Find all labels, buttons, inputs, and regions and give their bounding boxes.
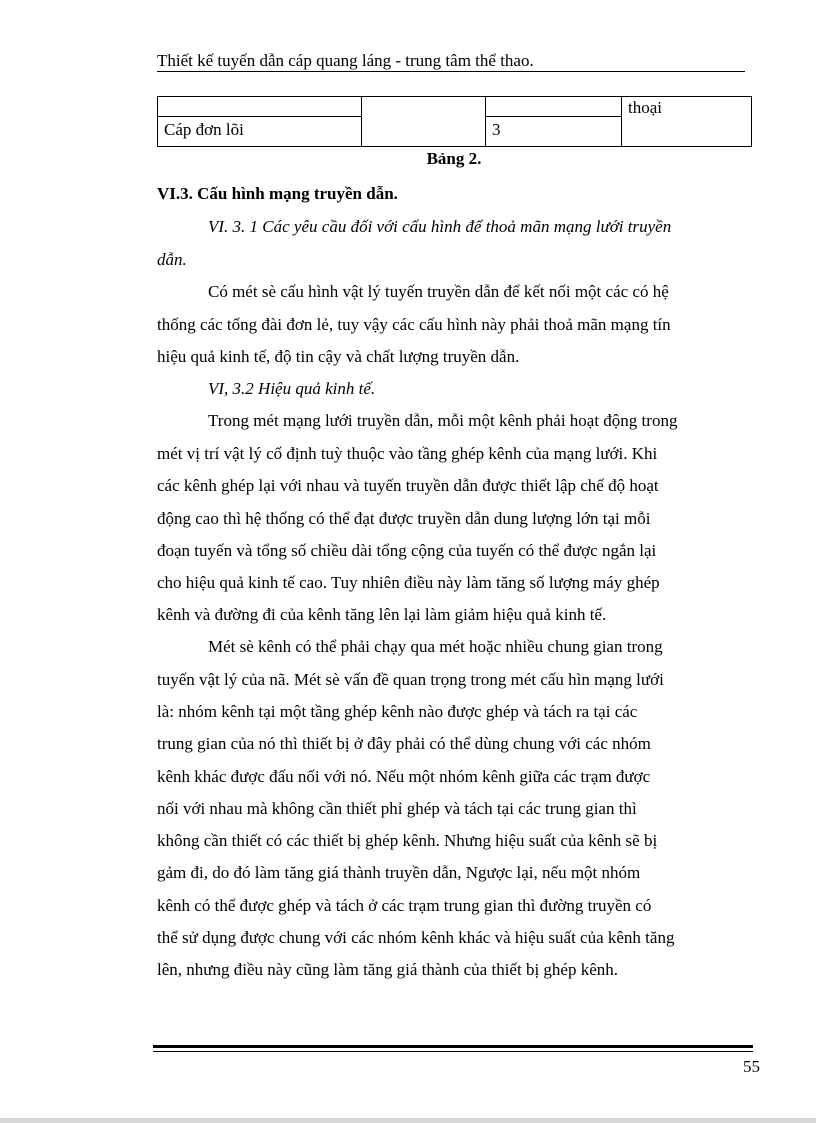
header-rule <box>157 71 745 72</box>
subheading-line: dẫn. <box>157 250 187 269</box>
paragraph-line: kênh khác được đấu nối với nó. Nếu một nhóm kênh giữa các trạm được <box>157 767 651 786</box>
running-header: Thiết kế tuyến dẫn cáp quang láng - trung tâm thể thao. <box>157 51 534 70</box>
paragraph-line: thể sử dụng được chung với các nhóm kênh khác và hiệu suất của kênh tăng <box>157 928 675 947</box>
paragraph-line: hiệu quả kinh tế, độ tin cậy và chất lượng truyền dẫn. <box>157 347 520 366</box>
footer-rule-thin <box>153 1051 753 1052</box>
section-heading: VI.3. Cấu hình mạng truyền dẫn. <box>157 184 398 203</box>
paragraph-line: trung gian của nó thì thiết bị ở đây phải có thể dùng chung với các nhóm <box>157 734 651 753</box>
table-row <box>158 97 752 117</box>
paragraph-line: kênh có thể được ghép và tách ở các trạm trung gian thì đường truyền có <box>157 896 652 915</box>
table-cell: 3 <box>486 117 622 147</box>
paragraph-line: động cao thì hệ thống có thể đạt được truyền dẫn dung lượng lớn tại mỗi <box>157 509 651 528</box>
paragraph-line: là: nhóm kênh tại một tầng ghép kênh nào được ghép và tách ra tại các <box>157 702 638 721</box>
paragraph-line: nối với nhau mà không cần thiết phỉ ghép và tách tại các trung gian thì <box>157 799 637 818</box>
paragraph-line: lên, nhưng điều này cũng làm tăng giá thành của thiết bị ghép kênh. <box>157 960 619 979</box>
table-caption: Bảng 2. <box>426 149 482 168</box>
paragraph-line: Mét sè kênh có thể phải chạy qua mét hoặc nhiều chung gian trong <box>208 637 663 656</box>
data-table <box>157 96 752 147</box>
paragraph-line: Có mét sè cấu hình vật lý tuyến truyền dẫn để kết nối một các có hệ <box>208 282 669 301</box>
paragraph-line: các kênh ghép lại với nhau và tuyến truyền dẫn được thiết lập chế độ hoạt <box>157 476 659 495</box>
page-number: 55 <box>743 1057 760 1076</box>
table-cell: Cáp đơn lõi <box>158 117 362 147</box>
paragraph-line: cho hiệu quả kinh tế cao. Tuy nhiên điều này làm tăng số lượng máy ghép <box>157 573 660 592</box>
table-cell <box>158 97 362 117</box>
footer-rule-thick <box>153 1045 753 1048</box>
paragraph-line: không cần thiết có các thiết bị ghép kênh. Nhưng hiệu suất của kênh sẽ bị <box>157 831 658 850</box>
paragraph-line: thống các tổng đài đơn lẻ, tuy vậy các cấu hình này phải thoả mãn mạng tín <box>157 315 671 334</box>
paragraph-line: tuyến vật lý của nã. Mét sè vấn đề quan trọng trong mét cấu hìn mạng lưới <box>157 670 664 689</box>
paragraph-line: Trong mét mạng lưới truyền dẫn, mỗi một kênh phải hoạt động trong <box>208 411 678 430</box>
table-cell <box>486 97 622 117</box>
subheading-line: VI, 3.2 Hiệu quả kinh tế. <box>208 379 376 398</box>
paragraph-line: gảm đi, do đó làm tăng giá thành truyền dẫn, Ngược lại, nếu một nhóm <box>157 863 641 882</box>
table-cell: thoại <box>622 97 752 147</box>
page-bottom-edge <box>0 1118 816 1123</box>
subheading-line: VI. 3. 1 Các yêu cầu đối với cấu hình để thoả mãn mạng lưới truyền <box>208 217 672 236</box>
paragraph-line: mét vị trí vật lý cố định tuỳ thuộc vào tầng ghép kênh của mạng lưới. Khi <box>157 444 658 463</box>
paragraph-line: kênh và đường đi của kênh tăng lên lại làm giảm hiệu quả kinh tế. <box>157 605 607 624</box>
paragraph-line: đoạn tuyến và tổng số chiều dài tổng cộng của tuyến có thể được ngắn lại <box>157 541 657 560</box>
table-cell <box>362 97 486 147</box>
